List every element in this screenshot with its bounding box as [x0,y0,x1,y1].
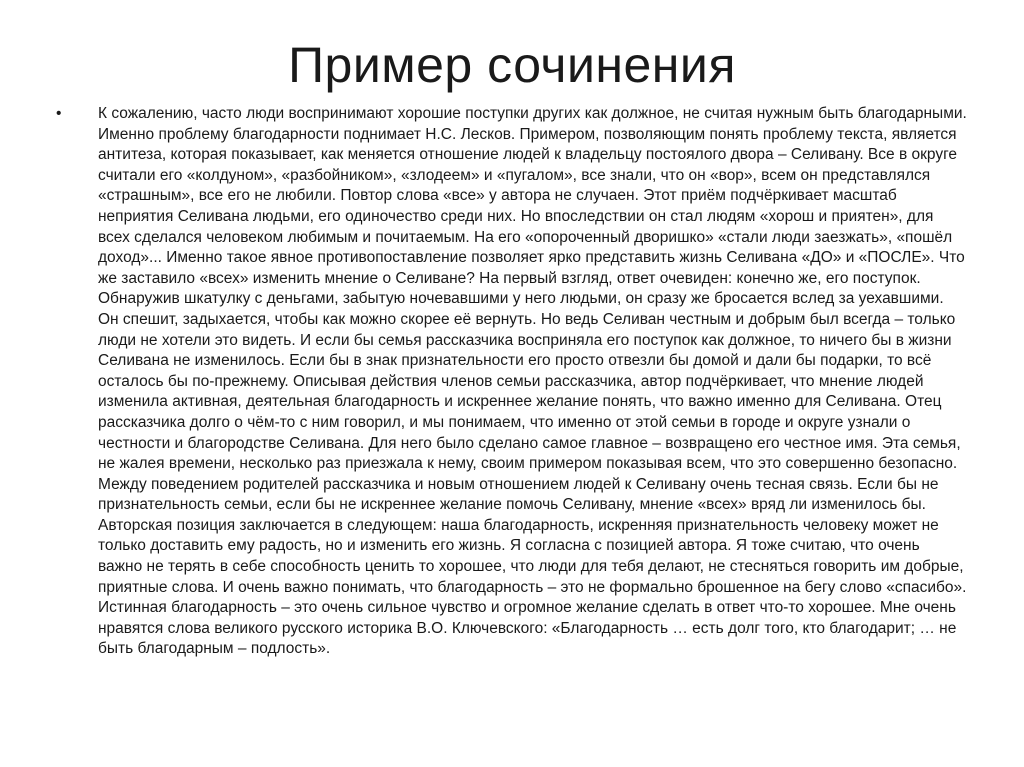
slide-content [56,104,968,660]
bullet-icon: • [56,105,62,122]
slide-title: Пример сочинения [288,37,736,93]
bullet-item [56,104,968,660]
essay-text: К сожалению, часто люди воспринимают хорошие поступки других как должное, не считая нужным быть благодарными. Именно проблему благодарности поднимает Н.С. Лесков. Примером, позволяющим понять проблему текста, является антитеза, которая показывает, как меняется отношение людей к владельцу постоялого двора – Селивану. Все в округе считали его «колдуном», «разбойником», «злодеем» и «пугалом», все знали, что он «вор», всем он представлялся «страшным», все его не любили. Повтор слова «все» у автора не случаен. Этот приём подчёркивает масштаб неприятия Селивана людьми, его одиночество среди них. Но впоследствии он стал людям «хорош и приятен», для всех сделался человеком любимым и почитаемым. На его «опороченный дворишко» «стали люди заезжать», «пошёл доход»... Именно такое явное противопоставление позволяет ярко представить жизнь Селивана «ДО» и «ПОСЛЕ». Что же заставило «всех» изменить мнение о Селиване? На первый взгляд, ответ очевиден: конечно же, его поступок. Обнаружив шкатулку с деньгами, забытую ночевавшими у него людьми, он сразу же бросается вслед за уехавшими. Он спешит, задыхается, чтобы как можно скорее её вернуть. Но ведь Селиван честным и добрым был всегда – только люди не хотели это видеть. И если бы семья рассказчика восприняла его поступок как должное, то ничего бы в жизни Селивана не изменилось. Если бы в знак признательности его просто отвезли бы домой и дали бы подарки, то всё осталось бы по-прежнему. Описывая действия членов семьи рассказчика, автор подчёркивает, что мнение людей изменила активная, деятельная благодарность и искреннее желание понять, что важно именно для Селивана. Отец рассказчика долго о чём-то с ним говорил, и мы понимаем, что именно от этой семьи в городе и округе узнали о честности и благородстве Селивана. Для него было сделано самое главное – возвращено его честное имя. Эта семья, не жалея времени, несколько раз приезжала к нему, своим примером показывая всем, что это совершенно безопасно. Между поведением родителей рассказчика и новым отношением людей к Селивану очень тесная связь. Если бы не признательность семьи, если бы не искреннее желание помочь Селивану, мнение «всех» вряд ли изменилось бы. Авторская позиция заключается в следующем: наша благодарность, искренняя признательность человеку может не только доставить ему радость, но и изменить его жизнь. Я согласна с позицией автора. Я тоже считаю, что очень важно не терять в себе способность ценить то хорошее, что люди для тебя делают, не стесняться говорить им добрые, приятные слова. И очень важно понимать, что благодарность – это не формально брошенное на бегу слово «спасибо». Истинная благодарность – это очень сильное чувство и огромное желание сделать в ответ что-то хорошее. Мне очень нравятся слова великого русского историка В.О. Ключевского: «Благодарность … есть долг того, кто благодарит; … не быть благодарным – подлость». [98,105,967,658]
